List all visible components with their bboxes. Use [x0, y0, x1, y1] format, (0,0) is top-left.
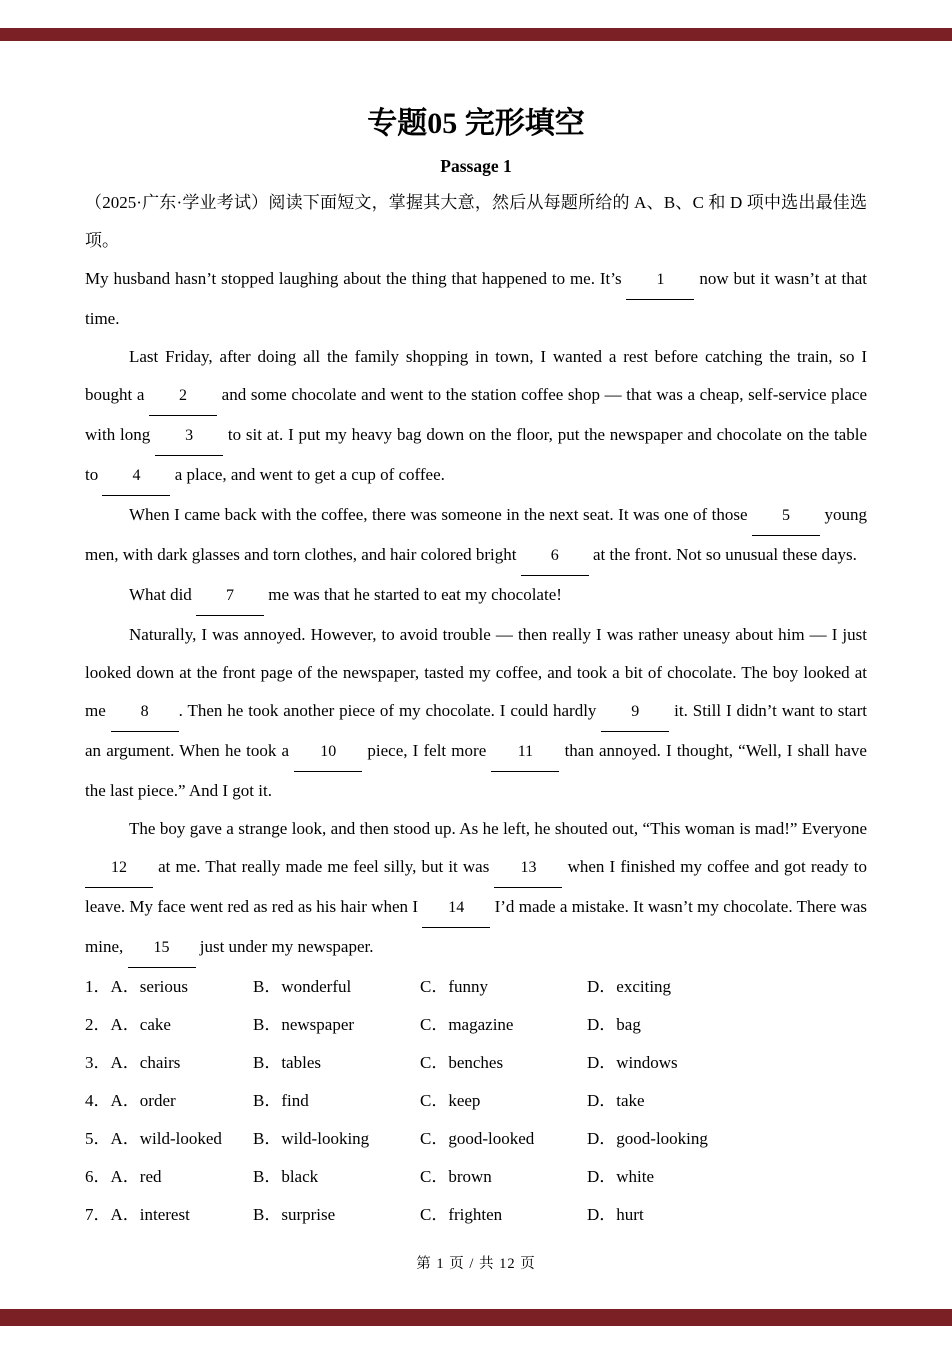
- page-content: [85, 104, 867, 1273]
- bottom-border-bar: [0, 1309, 952, 1326]
- question-option-d: D．white: [587, 1167, 655, 1186]
- question-number-and-option-a: 7．A．interest: [85, 1205, 190, 1224]
- passage-paragraph: Naturally, I was annoyed. However, to avoid trouble — then really I was rather uneasy about him — I just looked down at the front page of the newspaper, tasted my coffee, and took a bit of chocolate. The boy looked at me 8 . Then he took another piece of my chocolate. I could hardly 9 it. Still I didn’t want to start an argument. When he took a 10 piece, I felt more 11 than annoyed. I thought, “Well, I shall have the last piece.” And I got it.: [85, 625, 867, 800]
- question-option-c: C．good-looked: [420, 1129, 535, 1148]
- question-number-and-option-a: 5．A．wild-looked: [85, 1129, 222, 1148]
- blank-3: 3: [155, 417, 223, 456]
- blank-2: 2: [149, 377, 217, 416]
- page-title: 专题05 完形填空: [367, 107, 585, 140]
- blank-5: 5: [752, 497, 820, 536]
- question-option-d: D．hurt: [587, 1205, 644, 1224]
- question-option-c: C．benches: [420, 1053, 504, 1072]
- question-option-b: B．black: [253, 1167, 319, 1186]
- blank-1: 1: [626, 261, 694, 300]
- question-option-c: C．magazine: [420, 1015, 514, 1034]
- blank-15: 15: [128, 929, 196, 968]
- question-option-b: B．newspaper: [253, 1015, 355, 1034]
- question-option-d: D．exciting: [587, 977, 672, 996]
- question-option-c: C．frighten: [420, 1205, 503, 1224]
- question-row: [85, 968, 867, 1006]
- question-option-b: B．find: [253, 1091, 309, 1110]
- blank-7: 7: [196, 577, 264, 616]
- question-number-and-option-a: 6．A．red: [85, 1167, 162, 1186]
- question-row: [85, 1044, 867, 1082]
- blank-6: 6: [521, 537, 589, 576]
- question-row: [85, 1120, 867, 1158]
- question-option-b: B．wild-looking: [253, 1129, 370, 1148]
- blank-9: 9: [601, 693, 669, 732]
- question-option-d: D．windows: [587, 1053, 678, 1072]
- question-option-d: D．take: [587, 1091, 645, 1110]
- passage-paragraph: The boy gave a strange look, and then stood up. As he left, he shouted out, “This woman is mad!” Everyone 12 at me. That really made me feel silly, but it was 13 when I finished my coffee and got ready to leave. My face went red as red as his hair when I 14 I’d made a mistake. It wasn’t my chocolate. There was mine, 15 just under my newspaper.: [85, 810, 867, 968]
- question-number-and-option-a: 3．A．chairs: [85, 1053, 181, 1072]
- question-option-c: C．brown: [420, 1167, 492, 1186]
- question-number-and-option-a: 2．A．cake: [85, 1015, 171, 1034]
- question-row: [85, 1082, 867, 1120]
- passage: [85, 260, 867, 968]
- questions-list: [85, 968, 867, 1234]
- page-footer: 第 1 页 / 共 12 页: [416, 1256, 536, 1272]
- blank-13: 13: [494, 849, 562, 888]
- question-number-and-option-a: 1．A．serious: [85, 977, 188, 996]
- question-option-b: B．wonderful: [253, 977, 352, 996]
- question-option-d: D．good-looking: [587, 1129, 708, 1148]
- passage-paragraph: What did 7 me was that he started to eat my chocolate!: [85, 576, 867, 616]
- question-row: [85, 1158, 867, 1196]
- blank-12: 12: [85, 849, 153, 888]
- question-row: [85, 1196, 867, 1234]
- passage-paragraph: Last Friday, after doing all the family shopping in town, I wanted a rest before catching the train, so I bought a 2 and some chocolate and went to the station coffee shop — that was a cheap, self-service place with long 3 to sit at. I put my heavy bag down on the floor, put the newspaper and chocolate on the table to 4 a place, and went to get a cup of coffee.: [85, 338, 867, 496]
- question-row: [85, 1006, 867, 1044]
- question-option-b: B．tables: [253, 1053, 321, 1072]
- question-number-and-option-a: 4．A．order: [85, 1091, 176, 1110]
- passage-heading: Passage 1: [440, 156, 512, 176]
- top-border-bar: [0, 28, 952, 41]
- question-option-c: C．funny: [420, 977, 488, 996]
- blank-14: 14: [422, 889, 490, 928]
- blank-10: 10: [294, 733, 362, 772]
- blank-4: 4: [102, 457, 170, 496]
- question-option-d: D．bag: [587, 1015, 641, 1034]
- blank-11: 11: [491, 733, 559, 772]
- question-option-b: B．surprise: [253, 1205, 336, 1224]
- passage-paragraph: When I came back with the coffee, there was someone in the next seat. It was one of those 5 young men, with dark glasses and torn clothes, and hair colored bright 6 at the front. Not so unusual these days.: [85, 496, 867, 576]
- question-option-c: C．keep: [420, 1091, 481, 1110]
- passage-paragraph: My husband hasn’t stopped laughing about the thing that happened to me. It’s 1 now but it wasn’t at that time.: [85, 260, 867, 338]
- blank-8: 8: [111, 693, 179, 732]
- instructions: （2025·广东·学业考试）阅读下面短文，掌握其大意，然后从每题所给的 A、B、C 和 D 项中选出最佳选项。: [85, 193, 867, 250]
